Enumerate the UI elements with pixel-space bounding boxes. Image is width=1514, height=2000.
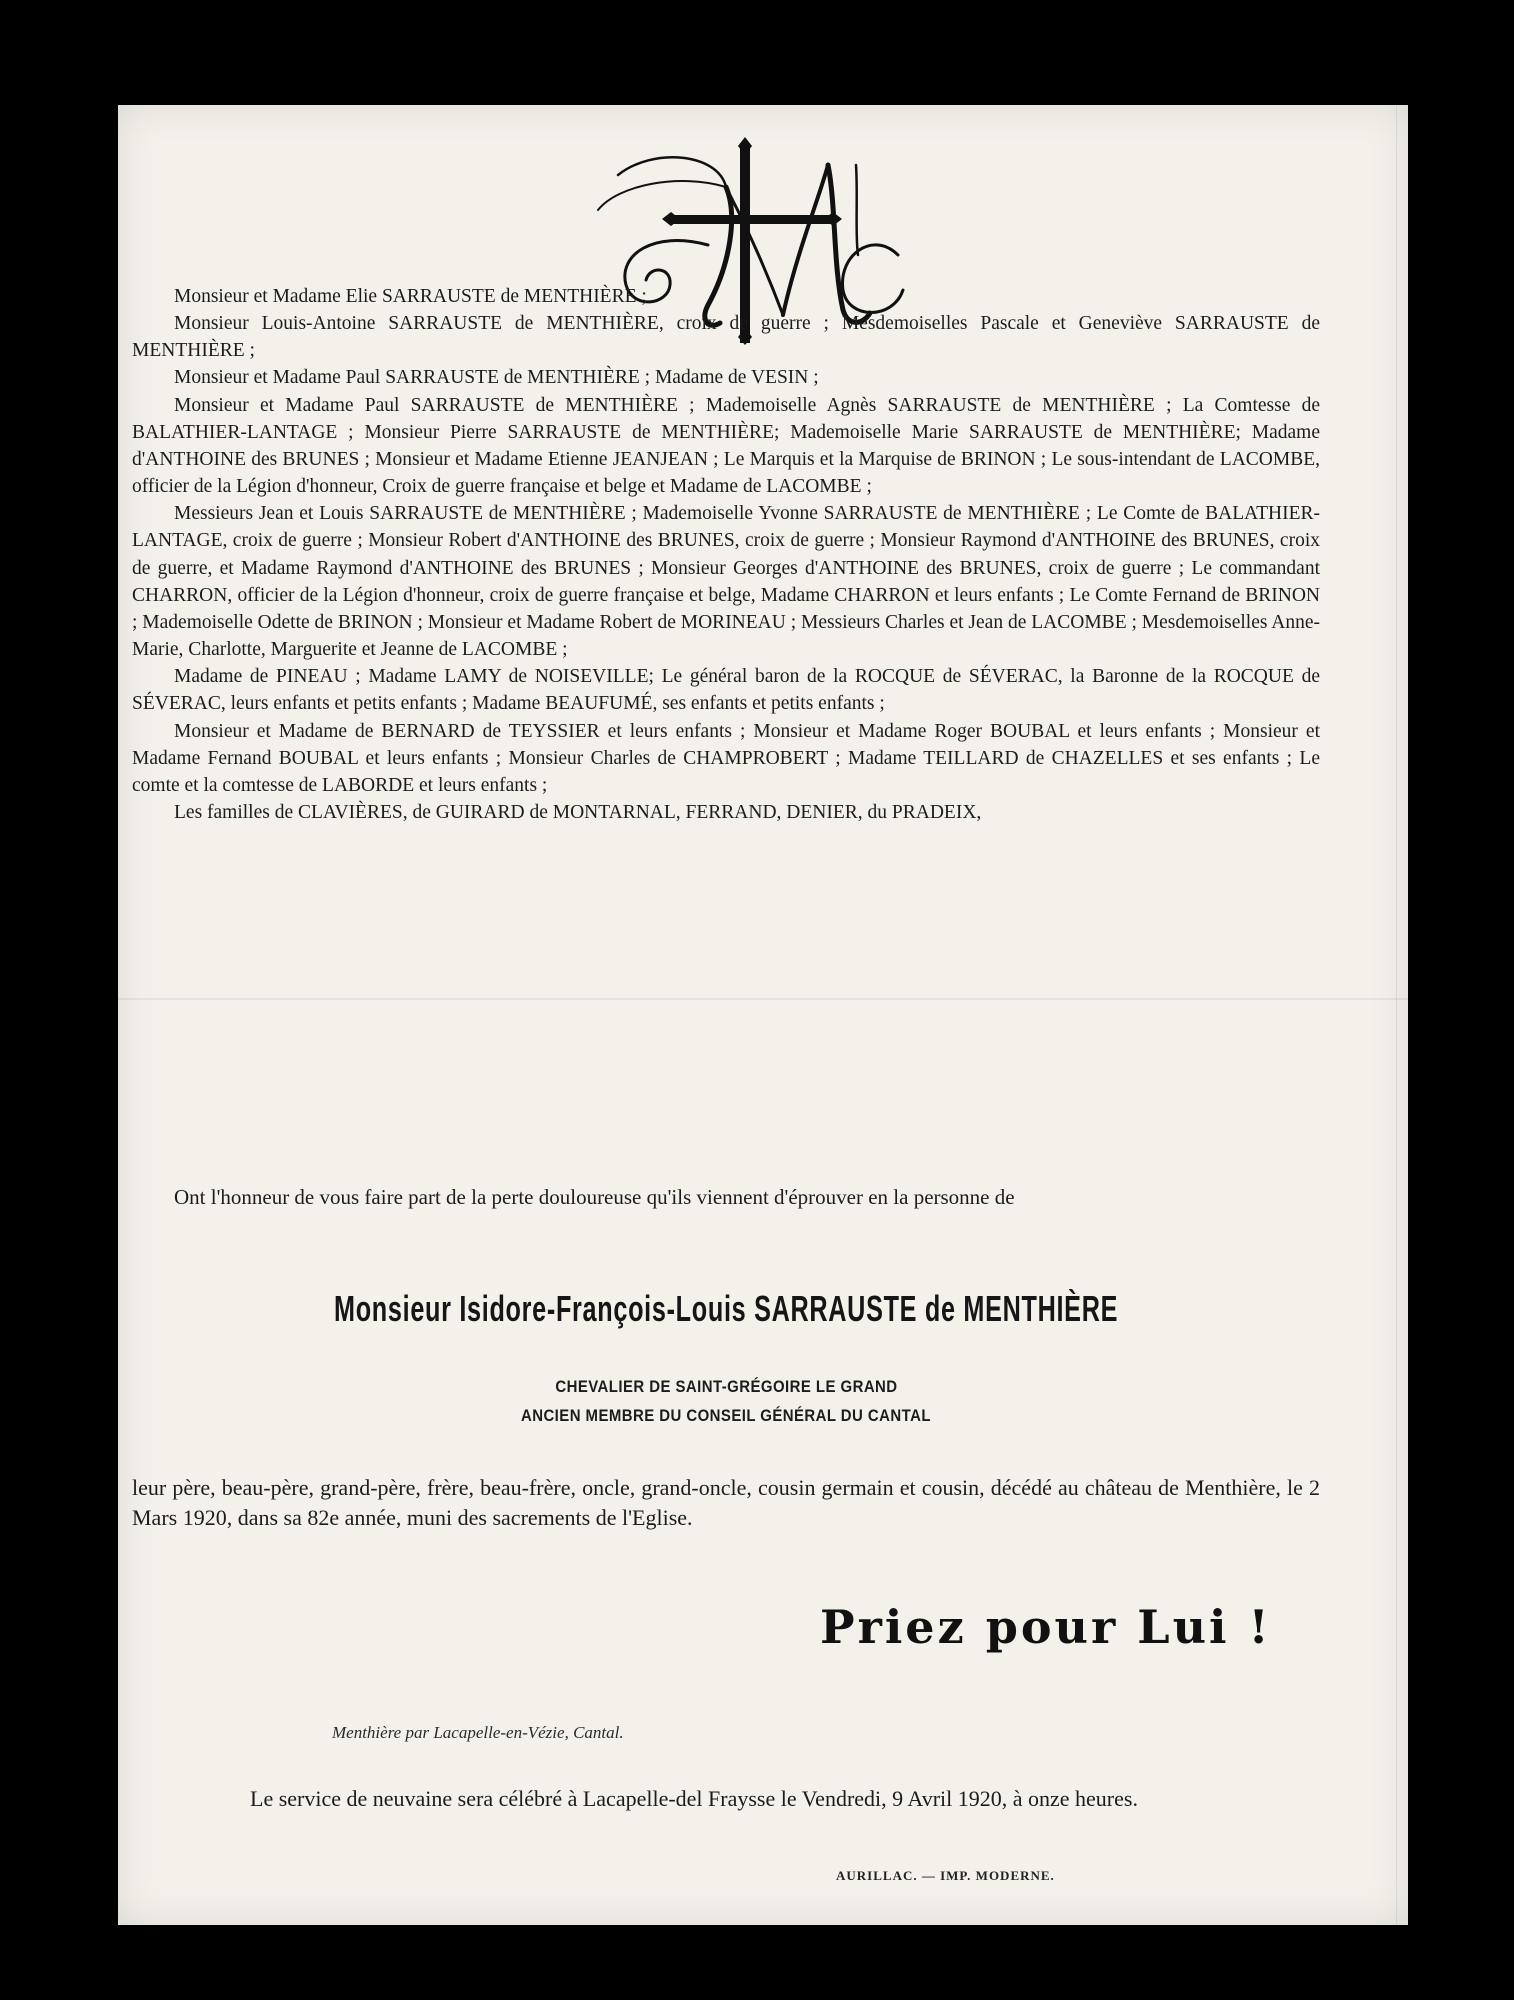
prayer-heading: Priez pour Lui ! <box>820 1600 1272 1654</box>
printer-imprint: AURILLAC. — IMP. MODERNE. <box>836 1868 1055 1883</box>
family-paragraph: Messieurs Jean et Louis SARRAUSTE de MENTHIÈRE ; Mademoiselle Yvonne SARRAUSTE de MENTHIÈRE ; Le Comte de BALATHIER-LANTAGE, croix de guerre ; Monsieur Robert d'ANTHOINE des BRUNES, croix de guerre ; Monsieur Raymond d'ANTHOINE des BRUNES, croix de guerre, et Madame Raymond d'ANTHOINE des BRUNES ; Monsieur Georges d'ANTHOINE des BRUNES, croix de guerre ; Le commandant CHARRON, officier de la Légion d'honneur, croix de guerre française et belge, Madame CHARRON et leurs enfants ; Le Comte Fernand de BRINON ; Mademoiselle Odette de BRINON ; Monsieur et Madame Robert de MORINEAU ; Messieurs Charles et Jean de LACOMBE ; Mesdemoiselles Anne-Marie, Charlotte, Marguerite et Jeanne de LACOMBE ; <box>132 503 1320 661</box>
family-paragraph: Monsieur et Madame Paul SARRAUSTE de MENTHIÈRE ; Madame de VESIN ; <box>174 367 819 389</box>
service-paragraph <box>250 1784 1320 1814</box>
deceased-name-text: Monsieur Isidore-François-Louis SARRAUSTE de MENTHIÈRE <box>333 1288 1119 1329</box>
fold-crease <box>118 998 1408 1000</box>
deceased-title-2 <box>132 1406 1320 1426</box>
deceased-name <box>132 1288 1320 1330</box>
deceased-title-2-text: ANCIEN MEMBRE DU CONSEIL GÉNÉRAL DU CANTAL <box>521 1406 931 1425</box>
service-text: Le service de neuvaine sera célébré à Lacapelle-del Fraysse le Vendredi, 9 Avril 1920, à onze heures. <box>250 1786 1138 1811</box>
family-paragraph: Monsieur et Madame Paul SARRAUSTE de MENTHIÈRE ; Mademoiselle Agnès SARRAUSTE de MENTHIÈRE ; La Comtesse de BALATHIER-LANTAGE ; Monsieur Pierre SARRAUSTE de MENTHIÈRE; Mademoiselle Marie SARRAUSTE de MENTHIÈRE; Madame d'ANTHOINE des BRUNES ; Monsieur et Madame Etienne JEANJEAN ; Le Marquis et la Marquise de BRINON ; Le sous-intendant de LACOMBE, officier de la Légion d'honneur, Croix de guerre française et belge et Madame de LACOMBE ; <box>132 394 1320 498</box>
family-paragraph: Monsieur et Madame de BERNARD de TEYSSIER et leurs enfants ; Monsieur et Madame Roger BOUBAL et leurs enfants ; Monsieur et Madame Fernand BOUBAL et leurs enfants ; Monsieur Charles de CHAMPROBERT ; Madame TEILLARD de CHAZELLES et ses enfants ; Le comte et la comtesse de LABORDE et leurs enfants ; <box>132 720 1320 796</box>
family-paragraph: Monsieur Louis-Antoine SARRAUSTE de MENTHIÈRE, croix de guerre ; Mesdemoiselles Pascale et Geneviève SARRAUSTE de MENTHIÈRE ; <box>132 313 1320 362</box>
announcement <box>132 1183 1320 1212</box>
family-paragraph: Madame de PINEAU ; Madame LAMY de NOISEVILLE; Le général baron de la ROCQUE de SÉVERAC, la Baronne de la ROCQUE de SÉVERAC, leurs enfants et petits enfants ; Madame BEAUFUMÉ, ses enfants et petits enfants ; <box>132 666 1320 715</box>
family-paragraph: Les familles de CLAVIÈRES, de GUIRARD de MONTARNAL, FERRAND, DENIER, du PRADEIX, <box>174 801 982 823</box>
family-paragraph: Monsieur et Madame Elie SARRAUSTE de MENTHIÈRE ; <box>174 286 647 307</box>
fold-crease-vertical <box>1396 105 1397 1925</box>
deceased-title-1 <box>132 1377 1320 1397</box>
relation-paragraph <box>132 1473 1320 1533</box>
family-list <box>132 283 1320 826</box>
deceased-title-1-text: CHEVALIER DE SAINT-GRÉGOIRE LE GRAND <box>554 1377 898 1396</box>
place-line: Menthière par Lacapelle-en-Vézie, Cantal. <box>332 1723 624 1742</box>
relation-text: leur père, beau-père, grand-père, frère, beau-frère, oncle, grand-oncle, cousin germain et cousin, décédé au château de Menthière, le 2 Mars 1920, dans sa 82e année, muni des sacrements de l'Eglise. <box>132 1475 1320 1530</box>
announcement-text: Ont l'honneur de vous faire part de la perte douloureuse qu'ils viennent d'éprouver en la personne de <box>174 1185 1015 1209</box>
